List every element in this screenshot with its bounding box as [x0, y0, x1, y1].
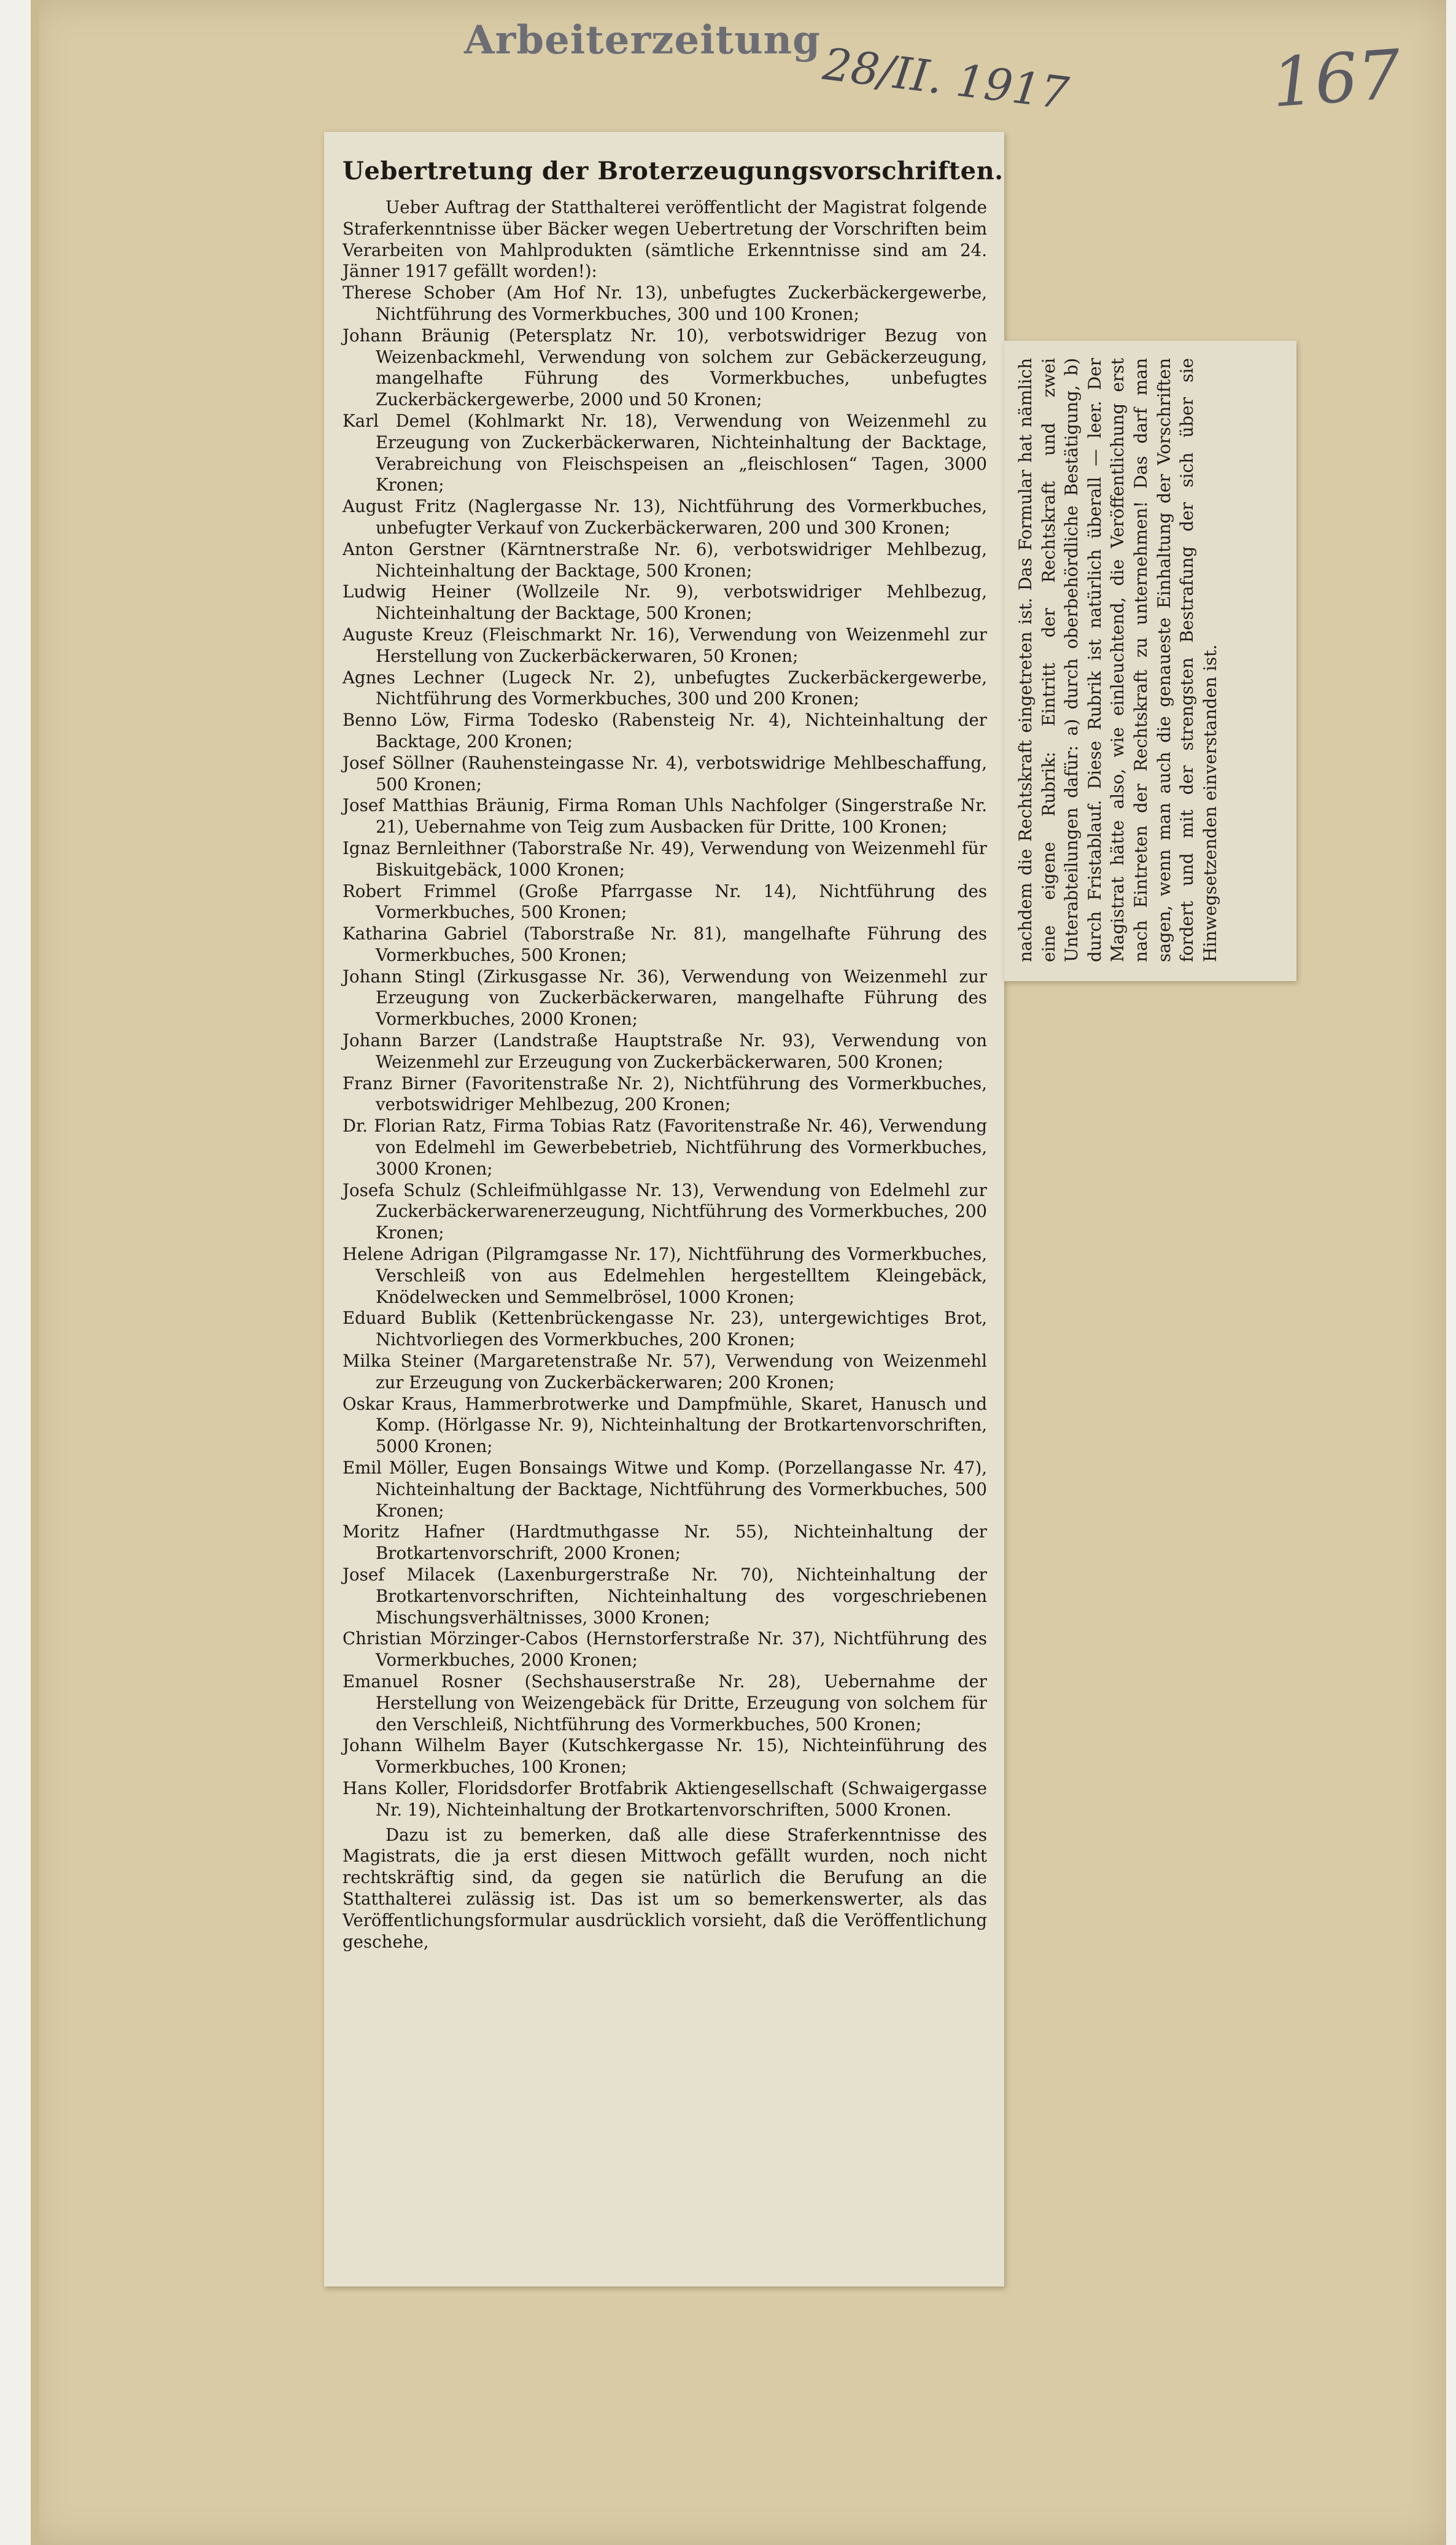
main-clipping	[324, 132, 1004, 2287]
penalty-entry: Milka Steiner (Margaretenstraße Nr. 57), Verwendung von Weizenmehl zur Erzeugung von Zuckerbäckerwaren; 200 Kronen;	[343, 1351, 987, 1393]
penalty-entry: Emanuel Rosner (Sechshauserstraße Nr. 28), Uebernahme der Herstellung von Weizengebäck für Dritte, Erzeugung von solchem für den Verschleiß, Nichtführung des Vormerkbuches, 500 Kronen;	[343, 1671, 987, 1735]
side-clipping-text: nachdem die Rechtskraft eingetreten ist. Das Formular hat nämlich eine eigene Rubrik: Eintritt der Rechtskraft und zwei Unterabteilungen dafür: a) durch oberbehördliche Bestätigung, b) durch Fristablauf. Diese Rubrik ist natürlich überall — leer. Der Magistrat hätte also, wie einleuchtend, die Veröffentlichung erst nach Eintreten der Rechtskraft zu unternehmen! Das darf man sagen, wenn man auch die genaueste Einhaltung der Vorschriften fordert und mit der strengsten Bestrafung der sich über sie Hinwegsetzenden einverstanden ist.	[1015, 358, 1220, 962]
penalty-entry: Johann Barzer (Landstraße Hauptstraße Nr. 93), Verwendung von Weizenmehl zur Erzeugung von Zuckerbäckerwaren, 500 Kronen;	[343, 1030, 987, 1072]
penalty-entry: Johann Stingl (Zirkusgasse Nr. 36), Verwendung von Weizenmehl zur Erzeugung von Zuckerbäckerwaren, mangelhafte Führung des Vormerkbuches, 2000 Kronen;	[343, 966, 987, 1030]
penalty-entry: Josef Milacek (Laxenburgerstraße Nr. 70), Nichteinhaltung der Brotkartenvorschriften, Nichteinhaltung des vorgeschriebenen Mischungsverhältnisses, 3000 Kronen;	[343, 1564, 987, 1628]
side-clipping	[1004, 341, 1296, 981]
penalty-entry: Hans Koller, Floridsdorfer Brotfabrik Aktiengesellschaft (Schwaigergasse Nr. 19), Nichteinhaltung der Brotkartenvorschriften, 5000 Kronen.	[343, 1778, 987, 1820]
penalty-entry: Johann Bräunig (Petersplatz Nr. 10), verbotswidriger Bezug von Weizenbackmehl, Verwendung von solchem zur Gebäckerzeugung, mangelhafte Führung des Vormerkbuches, unbefugtes Zuckerbäckergewerbe, 2000 und 50 Kronen;	[343, 325, 987, 410]
penalty-entry: Josef Söllner (Rauhensteingasse Nr. 4), verbotswidrige Mehlbeschaffung, 500 Kronen;	[343, 752, 987, 795]
handwritten-page-number: 167	[1269, 34, 1404, 123]
penalty-entry: Christian Mörzinger-Cabos (Hernstorferstraße Nr. 37), Nichtführung des Vormerkbuches, 2000 Kronen;	[343, 1628, 987, 1671]
penalty-entry: Dr. Florian Ratz, Firma Tobias Ratz (Favoritenstraße Nr. 46), Verwendung von Edelmehl im Gewerbebetrieb, Nichtführung des Vormerkbuches, 3000 Kronen;	[343, 1116, 987, 1179]
penalty-entry: Johann Wilhelm Bayer (Kutschkergasse Nr. 15), Nichteinführung des Vormerkbuches, 100 Kronen;	[343, 1735, 987, 1778]
newspaper-stamp: Arbeiterzeitung	[464, 17, 821, 63]
penalty-entry: Benno Löw, Firma Todesko (Rabensteig Nr. 4), Nichteinhaltung der Backtage, 200 Kronen;	[343, 710, 987, 752]
penalty-entry: Ignaz Bernleithner (Taborstraße Nr. 49), Verwendung von Weizenmehl für Biskuitgebäck, 1000 Kronen;	[343, 837, 987, 880]
penalty-entry: Franz Birner (Favoritenstraße Nr. 2), Nichtführung des Vormerkbuches, verbotswidriger Mehlbezug, 200 Kronen;	[343, 1073, 987, 1115]
article-headline: Uebertretung der Broterzeugungsvorschriften.	[343, 157, 1004, 185]
penalty-entry: Ludwig Heiner (Wollzeile Nr. 9), verbotswidriger Mehlbezug, Nichteinhaltung der Backtage, 500 Kronen;	[343, 581, 987, 624]
article-intro: Ueber Auftrag der Statthalterei veröffentlicht der Magistrat folgende Straferkenntnisse über Bäcker wegen Uebertretung der Vorschriften beim Verarbeiten von Mahlprodukten (sämtliche Erkenntnisse sind am 24. Jänner 1917 gefällt worden!):	[343, 197, 987, 282]
penalty-entry: Karl Demel (Kohlmarkt Nr. 18), Verwendung von Weizenmehl zu Erzeugung von Zuckerbäckerwaren, Nichteinhaltung der Backtage, Verabreichung von Fleischspeisen an „fleischlosen“ Tagen, 3000 Kronen;	[343, 410, 987, 495]
penalty-entry: Helene Adrigan (Pilgramgasse Nr. 17), Nichtführung des Vormerkbuches, Verschleiß von aus Edelmehlen hergestelltem Kleingebäck, Knödelwecken und Semmelbrösel, 1000 Kronen;	[343, 1244, 987, 1307]
handwritten-date: 28/II. 1917	[820, 37, 1072, 120]
penalty-entry: Eduard Bublik (Kettenbrückengasse Nr. 23), untergewichtiges Brot, Nichtvorliegen des Vormerkbuches, 200 Kronen;	[343, 1308, 987, 1350]
penalty-entry: Josef Matthias Bräunig, Firma Roman Uhls Nachfolger (Singerstraße Nr. 21), Uebernahme von Teig zum Ausbacken für Dritte, 100 Kronen;	[343, 795, 987, 837]
penalty-entry: Anton Gerstner (Kärntnerstraße Nr. 6), verbotswidriger Mehlbezug, Nichteinhaltung der Backtage, 500 Kronen;	[343, 538, 987, 581]
penalty-entry: Robert Frimmel (Große Pfarrgasse Nr. 14), Nichtführung des Vormerkbuches, 500 Kronen;	[343, 880, 987, 923]
penalty-entry: Auguste Kreuz (Fleischmarkt Nr. 16), Verwendung von Weizenmehl zur Herstellung von Zuckerbäckerwaren, 50 Kronen;	[343, 624, 987, 666]
penalty-entry: Moritz Hafner (Hardtmuthgasse Nr. 55), Nichteinhaltung der Brotkartenvorschrift, 2000 Kronen;	[343, 1521, 987, 1564]
penalty-entry: Emil Möller, Eugen Bonsaings Witwe und Komp. (Porzellangasse Nr. 47), Nichteinhaltung der Backtage, Nichtführung des Vormerkbuches, 500 Kronen;	[343, 1458, 987, 1521]
penalty-entry: Therese Schober (Am Hof Nr. 13), unbefugtes Zuckerbäckergewerbe, Nichtführung des Vormerkbuches, 300 und 100 Kronen;	[343, 282, 987, 324]
penalty-entry: August Fritz (Naglergasse Nr. 13), Nichtführung des Vormerkbuches, unbefugter Verkauf von Zuckerbäckerwaren, 200 und 300 Kronen;	[343, 496, 987, 538]
penalty-entry: Katharina Gabriel (Taborstraße Nr. 81), mangelhafte Führung des Vormerkbuches, 500 Kronen;	[343, 923, 987, 965]
penalty-list	[343, 282, 987, 1820]
article-closing: Dazu ist zu bemerken, daß alle diese Straferkenntnisse des Magistrats, die ja erst diesen Mittwoch gefällt wurden, noch nicht rechtskräftig sind, da gegen sie natürlich die Berufung an die Statthalterei zulässig ist. Das ist um so bemerkenswerter, als das Veröffentlichungsformular ausdrücklich vorsieht, daß die Veröffentlichung geschehe,	[343, 1824, 987, 1952]
sheet-edge	[31, 0, 39, 2545]
penalty-entry: Agnes Lechner (Lugeck Nr. 2), unbefugtes Zuckerbäckergewerbe, Nichtführung des Vormerkbuches, 300 und 200 Kronen;	[343, 667, 987, 709]
penalty-entry: Josefa Schulz (Schleifmühlgasse Nr. 13), Verwendung von Edelmehl zur Zuckerbäckerwarenerzeugung, Nichtführung des Vormerkbuches, 200 Kronen;	[343, 1179, 987, 1243]
penalty-entry: Oskar Kraus, Hammerbrotwerke und Dampfmühle, Skaret, Hanusch und Komp. (Hörlgasse Nr. 9), Nichteinhaltung der Brotkartenvorschriften, 5000 Kronen;	[343, 1393, 987, 1457]
